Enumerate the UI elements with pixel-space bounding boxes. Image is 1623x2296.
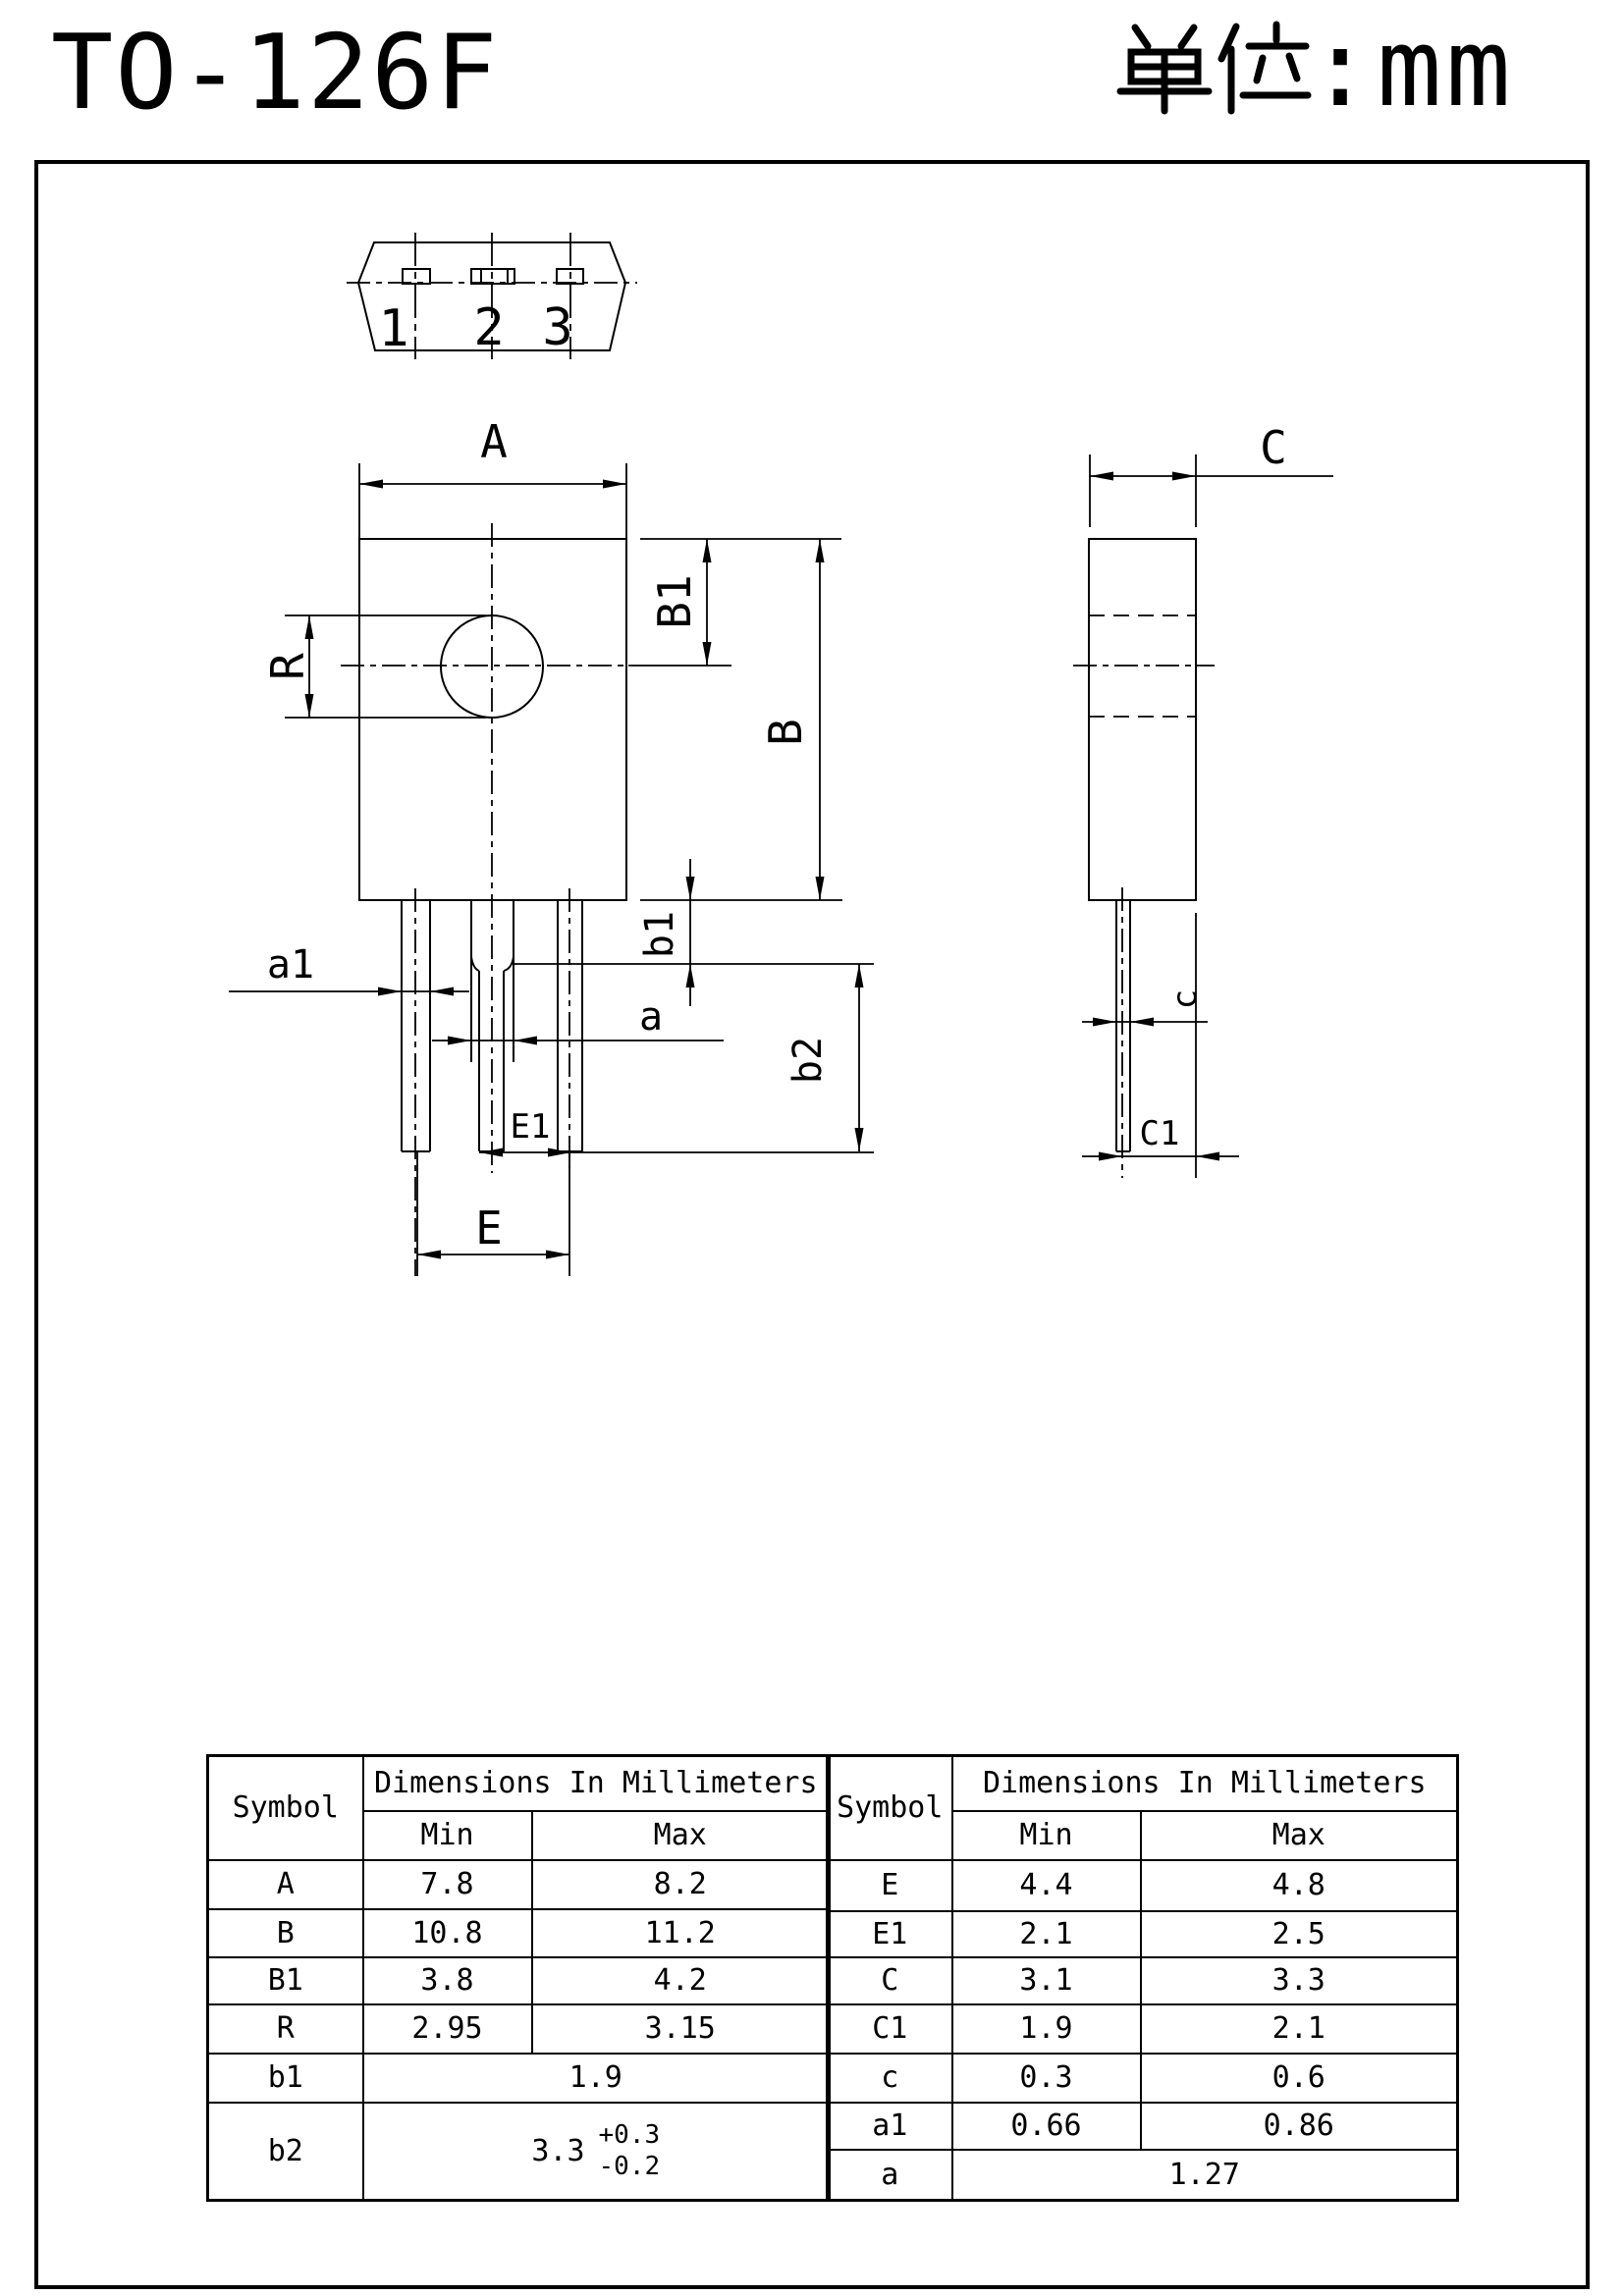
nominal-value: 3.3: [531, 2133, 585, 2168]
dim-label-E: E: [475, 1201, 503, 1255]
col-header-max: Max: [1141, 1811, 1458, 1860]
tolerance-minus: -0.2: [598, 2152, 661, 2182]
min-cell: 0.3: [952, 2054, 1141, 2103]
table-row: [828, 2054, 1458, 2103]
table-row: [208, 2054, 830, 2103]
symbol-cell: C1: [828, 2004, 952, 2054]
dim-label-E1: E1: [510, 1107, 551, 1147]
pin-1-label: 1: [378, 299, 409, 358]
table-row: [208, 1860, 830, 1909]
symbol-cell: C: [828, 1957, 952, 2004]
table-row: [828, 2150, 1458, 2201]
dim-label-C1: C1: [1139, 1114, 1180, 1153]
symbol-cell: B1: [208, 1957, 363, 2004]
col-header-symbol: Symbol: [208, 1756, 363, 1860]
max-cell: 2.1: [1141, 2004, 1458, 2054]
dim-label-B1: B1: [648, 574, 701, 629]
col-header-symbol: Symbol: [828, 1756, 952, 1860]
symbol-cell: B: [208, 1909, 363, 1957]
units-cjk-glyphs: [1120, 25, 1308, 111]
dim-label-R: R: [261, 653, 314, 680]
dim-label-c: c: [1165, 988, 1205, 1010]
dim-label-A: A: [480, 415, 508, 468]
merged-value-cell: [363, 2103, 830, 2201]
col-header-min: Min: [952, 1811, 1141, 1860]
col-header-min: Min: [363, 1811, 532, 1860]
table-row: [828, 1860, 1458, 1911]
dim-label-a: a: [638, 994, 664, 1040]
symbol-cell: b2: [208, 2103, 363, 2201]
merged-value-cell: 1.9: [363, 2054, 830, 2103]
min-cell: 7.8: [363, 1860, 532, 1909]
min-cell: 3.1: [952, 1957, 1141, 2004]
dim-label-B: B: [759, 719, 812, 746]
dim-label-b1: b1: [637, 910, 682, 959]
max-cell: 4.8: [1141, 1860, 1458, 1911]
tolerance-plus: +0.3: [598, 2119, 661, 2150]
dimension-table-left: [206, 1754, 831, 2202]
symbol-cell: c: [828, 2054, 952, 2103]
table-row: [828, 1911, 1458, 1957]
dimension-table-right: [826, 1754, 1459, 2202]
table-row: [208, 1909, 830, 1957]
dimension-arrowheads: [305, 472, 1220, 1259]
max-cell: 8.2: [532, 1860, 830, 1909]
min-cell: 10.8: [363, 1909, 532, 1957]
table-row: [828, 2004, 1458, 2054]
max-cell: 0.86: [1141, 2103, 1458, 2150]
col-header-max: Max: [532, 1811, 830, 1860]
min-cell: 4.4: [952, 1860, 1141, 1911]
col-header-dimensions: Dimensions In Millimeters: [363, 1756, 830, 1811]
col-header-dimensions: Dimensions In Millimeters: [952, 1756, 1458, 1811]
page-title: TO-126F: [51, 13, 500, 133]
table-row: [828, 2103, 1458, 2150]
min-cell: 1.9: [952, 2004, 1141, 2054]
max-cell: 3.15: [532, 2004, 830, 2054]
max-cell: 11.2: [532, 1909, 830, 1957]
table-row: [208, 2004, 830, 2054]
merged-value-cell: 1.27: [952, 2150, 1458, 2201]
symbol-cell: a1: [828, 2103, 952, 2150]
side-view-outline: [1073, 539, 1215, 1178]
table-row: [208, 1957, 830, 2004]
symbol-cell: A: [208, 1860, 363, 1909]
dim-label-a1: a1: [266, 942, 315, 988]
pin-2-label: 2: [473, 298, 505, 357]
symbol-cell: R: [208, 2004, 363, 2054]
max-cell: 0.6: [1141, 2054, 1458, 2103]
symbol-cell: b1: [208, 2054, 363, 2103]
symbol-cell: E1: [828, 1911, 952, 1957]
pin-3-label: 3: [542, 298, 573, 357]
dim-label-b2: b2: [785, 1036, 831, 1085]
table-row: [828, 1957, 1458, 2004]
symbol-cell: E: [828, 1860, 952, 1911]
min-cell: 3.8: [363, 1957, 532, 2004]
min-cell: 2.95: [363, 2004, 532, 2054]
min-cell: 2.1: [952, 1911, 1141, 1957]
table-row: [208, 2103, 830, 2201]
max-cell: 2.5: [1141, 1911, 1458, 1957]
min-cell: 0.66: [952, 2103, 1141, 2150]
symbol-cell: a: [828, 2150, 952, 2201]
units-suffix: :mm: [1308, 5, 1515, 131]
max-cell: 4.2: [532, 1957, 830, 2004]
max-cell: 3.3: [1141, 1957, 1458, 2004]
dim-label-C: C: [1260, 421, 1287, 474]
